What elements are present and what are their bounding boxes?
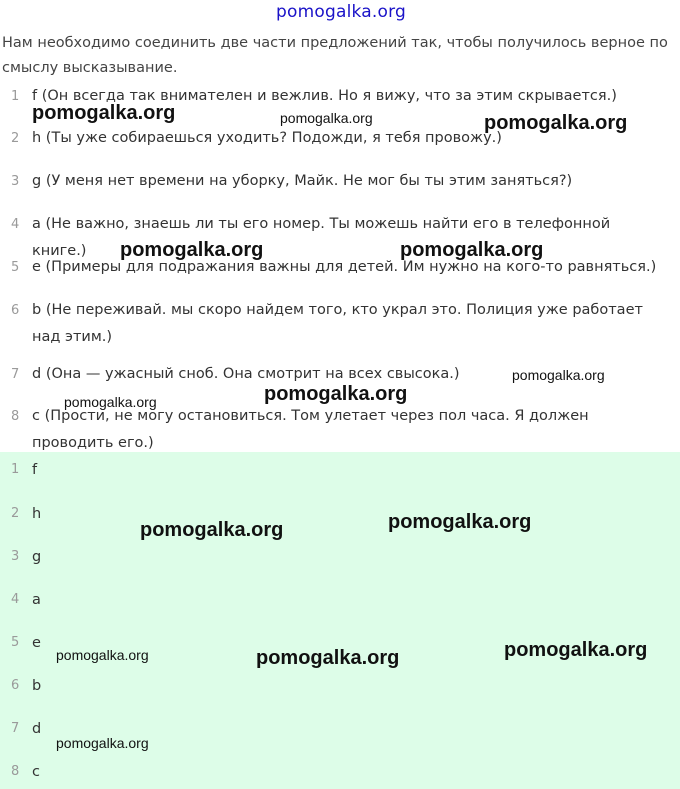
answer-number: 4 [11,592,20,607]
answer-letter: g [32,549,42,565]
watermark: pomogalka.org [388,511,532,533]
answer-letter: e [32,635,41,651]
watermark: pomogalka.org [504,639,648,661]
question-number: 2 [11,131,20,146]
watermark: pomogalka.org [512,367,605,383]
answer-number: 7 [11,721,20,736]
question-text: h (Ты уже собираешься уходить? Подожди, я тебя провожу.) [32,130,502,146]
watermark: pomogalka.org [484,112,628,134]
answer-letter: d [32,721,42,737]
watermark: pomogalka.org [256,647,400,669]
watermark: pomogalka.org [140,519,284,541]
watermark: pomogalka.org [64,394,157,410]
watermark: pomogalka.org [56,735,149,751]
site-logo[interactable]: pomogalka.org [276,2,406,22]
watermark: pomogalka.org [264,383,408,405]
question-number: 7 [11,367,20,382]
question-text: e (Примеры для подражания важны для детей. Им нужно на кого-то равняться.) [32,259,657,275]
answer-number: 8 [11,764,20,779]
question-text: b (Не переживай. мы скоро найдем того, кто украл это. Полиция уже работает над этим.) [32,302,643,345]
question-text: f (Он всегда так внимателен и вежлив. Но я вижу, что за этим скрывается.) [32,88,617,104]
question-number: 6 [11,303,20,318]
answer-number: 1 [11,462,20,477]
question-number: 1 [11,89,20,104]
answer-number: 2 [11,506,20,521]
answer-number: 3 [11,549,20,564]
watermark: pomogalka.org [120,239,264,261]
question-number: 3 [11,174,20,189]
answer-letter: a [32,592,41,608]
question-text: a (Не важно, знаешь ли ты его номер. Ты можешь найти его в телефонной книге.) [32,216,611,259]
answer-letter: c [32,764,40,780]
question-text: g (У меня нет времени на уборку, Майк. Не мог бы ты этим заняться?) [32,173,573,189]
question-number: 5 [11,260,20,275]
watermark: pomogalka.org [280,110,373,126]
question-number: 4 [11,217,20,232]
watermark: pomogalka.org [400,239,544,261]
answer-number: 6 [11,678,20,693]
answer-letter: f [32,462,38,478]
answer-number: 5 [11,635,20,650]
answer-letter: b [32,678,42,694]
task-instructions: Нам необходимо соединить две части предложений так, чтобы получилось верное по смыслу высказывание. [2,35,668,76]
watermark: pomogalka.org [32,102,176,124]
question-number: 8 [11,409,20,424]
watermark: pomogalka.org [56,647,149,663]
question-text: d (Она — ужасный сноб. Она смотрит на всех свысока.) [32,366,460,382]
question-text: c (Прости, не могу остановиться. Том улетает через пол часа. Я должен проводить его.) [32,408,589,451]
answer-letter: h [32,506,42,522]
